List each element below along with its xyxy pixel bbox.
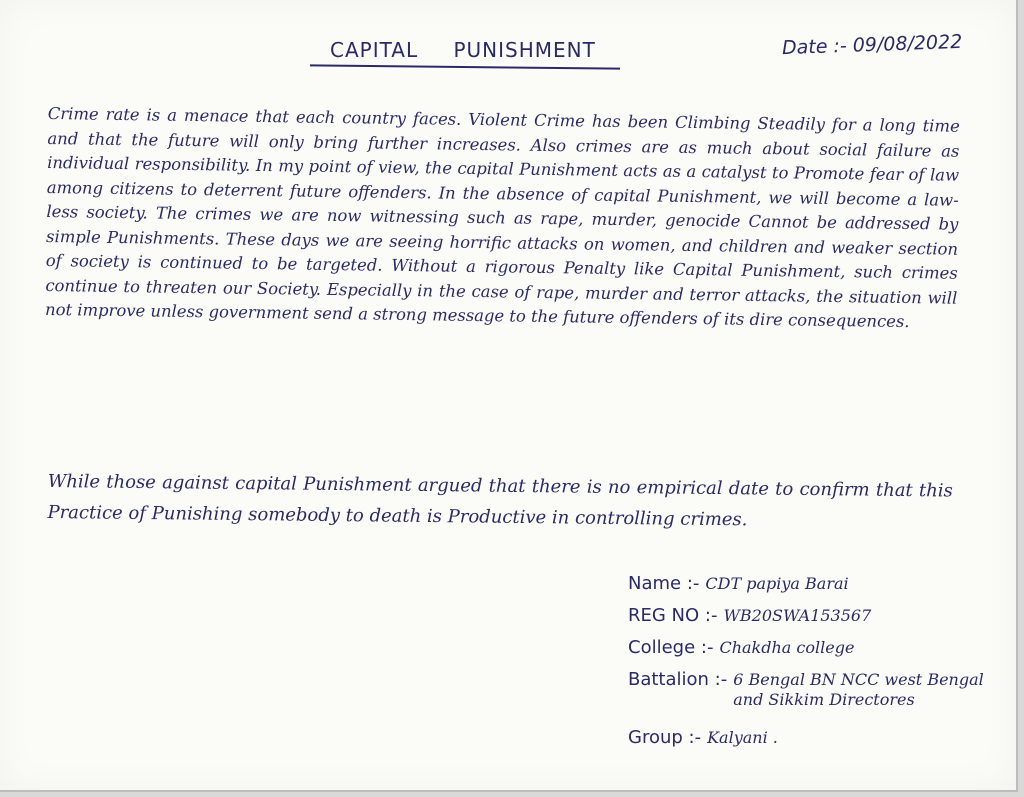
detail-value: CDT papiya Barai [705, 574, 849, 593]
detail-value: Chakdha college [719, 638, 855, 657]
page-title: CAPITAL PUNISHMENT [330, 38, 596, 62]
detail-label: College :- [628, 637, 714, 658]
detail-row-college [628, 638, 1008, 658]
title-underline [310, 64, 620, 69]
detail-label: Battalion :- [628, 669, 728, 690]
detail-value: 6 Bengal BN NCC west Bengal and Sikkim Directores [733, 670, 984, 709]
detail-label: Name :- [628, 573, 700, 594]
student-details [628, 574, 1008, 760]
detail-row-reg-no [628, 606, 1008, 626]
detail-row-name [628, 574, 1008, 594]
essay-paragraph-2: While those against capital Punishment argued that there is no empirical date to confirm that this Practice of Punishing somebody to death is Productive in controlling crimes. [47, 470, 953, 531]
detail-value: WB20SWA153567 [723, 606, 872, 625]
detail-label: REG NO :- [628, 605, 718, 626]
detail-label: Group :- [628, 727, 702, 748]
date-line: Date :- 09/08/2022 [781, 30, 963, 60]
essay-paragraph-1: Crime rate is a menace that each country faces. Violent Crime has been Climbing Steadily for a long time and that the future will only bring further increases. Also crimes are as much about social failure as individual responsibility. In my point of view, the capital Punishment acts as a catalyst to Promote fear of law among citizens to deterrent future offenders. In the absence of capital Punishment, we will become a law-less society. The crimes we are now witnessing such as rape, murder, genocide Cannot be addressed by simple Punishments. These days we are seeing horrific attacks on women, and children and weaker section of society is continued to be targeted. Without a rigorous Penalty like Capital Punishment, such crimes continue to threaten our Society. Especially in the case of rape, murder and terror attacks, the situation will not improve unless government send a strong message to the future offenders of its dire consequences. [44, 103, 960, 332]
detail-row-battalion [628, 670, 1008, 710]
detail-row-group [628, 728, 1008, 748]
detail-value: Kalyani . [707, 728, 778, 747]
